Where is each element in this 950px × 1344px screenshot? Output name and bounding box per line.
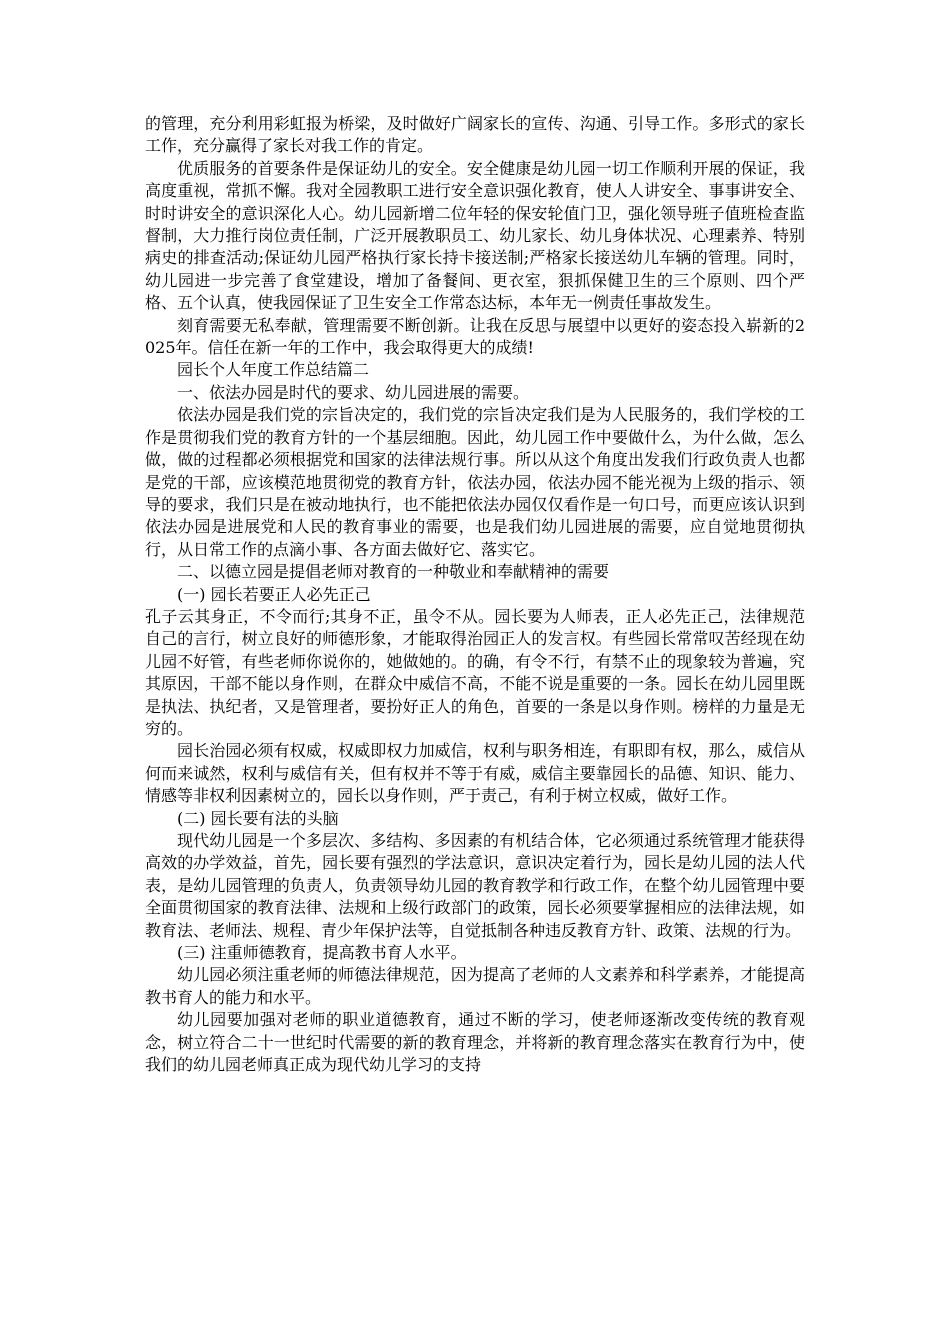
paragraph-legal-mind: 现代幼儿园是一个多层次、多结构、多因素的有机结合体，它必须通过系统管理才能获得高效的办学效益，首先，园长要有强烈的学法意识，意识决定着行为，园长是幼儿园的法人代表，是幼儿园管理的负责人，负责领导幼儿园的教育教学和行政工作，在整个幼儿园管理中要全面贯彻国家的教育法律、法规和上级行政部门的政策，园长必须要掌握相应的法律法规，如教育法、老师法、规程、青少年保护法等，自觉抵制各种违反教育方针、政策、法规的行为。 <box>145 831 805 940</box>
paragraph-safety: 优质服务的首要条件是保证幼儿的安全。安全健康是幼儿园一切工作顺利开展的保证，我高度重视，常抓不懈。我对全园教职工进行安全意识强化教育，使人人讲安全、事事讲安全、时时讲安全的意识深化人心。幼儿园新增二位年轻的保安轮值门卫，强化领导班子值班检查监督制，大力推行岗位责任制，广泛开展教职员工、幼儿家长、幼儿身体状况、心理素养、特别病史的排查活动;保证幼儿园严格执行家长持卡接送制;严格家长接送幼儿车辆的管理。同时，幼儿园进一步完善了食堂建设，增加了备餐间、更衣室，狠抓保健卫生的三个原则、四个严格、五个认真，使我园保证了卫生安全工作常态达标，本年无一例责任事故发生。 <box>145 158 805 313</box>
paragraph-lead-by-example: 孔子云其身正，不令而行;其身不正，虽令不从。园长要为人师表，正人必先正己，法律规范自己的言行，树立良好的师德形象，才能取得治园正人的发言权。有些园长常常叹苦经现在幼儿园不好管，有些老师你说你的，她做她的。的确，有令不行，有禁不止的现象较为普遍，究其原因，干部不能以身作则，在群众中威信不高，不能不说是重要的一条。园长在幼儿园里既是执法、执纪者，又是管理者，要扮好正人的角色，首要的一条是以身作则。榜样的力量是无穷的。 <box>145 606 805 738</box>
paragraph-professional-education: 幼儿园要加强对老师的职业道德教育，通过不断的学习，使老师逐渐改变传统的教育观念，树立符合二十一世纪时代需要的新的教育理念，并将新的教育理念落实在教育行为中，使我们的幼儿园老师真正成为现代幼儿学习的支持 <box>145 1010 805 1075</box>
subheading-two: (二) 园长要有法的头脑 <box>177 808 339 828</box>
paragraph-continuation: 的管理，充分利用彩虹报为桥梁，及时做好广阔家长的宣传、沟通、引导工作。多形式的家长工作，充分赢得了家长对我工作的肯定。 <box>145 114 805 156</box>
subheading-one: (一) 园长若要正人必先正己 <box>177 584 371 604</box>
paragraph-authority: 园长治园必须有权威，权威即权力加威信，权利与职务相连，有职即有权，那么，威信从何而来诚然，权利与威信有关，但有权并不等于有威，威信主要靠园长的品德、知识、能力、情感等非权利因素树立的，园长以身作则，严于责己，有利于树立权威，做好工作。 <box>145 741 805 806</box>
document-page <box>145 113 805 1076</box>
heading-part-two: 二、以德立园是提倡老师对教育的一种敬业和奉献精神的需要 <box>177 562 610 582</box>
subheading-three: (三) 注重师德教育，提高教书育人水平。 <box>177 943 467 963</box>
paragraph-law-governance: 依法办园是我们党的宗旨决定的，我们党的宗旨决定我们是为人民服务的，我们学校的工作是贯彻我们党的教育方针的一个基层细胞。因此，幼儿园工作中要做什么，为什么做，怎么做，做的过程都必须根据党和国家的法律法规行事。所以从这个角度出发我们行政负责人也都是党的干部，应该模范地贯彻党的教育方针，依法办园，依法办园不能光视为上级的指示、领导的要求，我们只是在被动地执行，也不能把依法办园仅仅看作是一句口号，而更应该认识到依法办园是进展党和人民的教育事业的需要，也是我们幼儿园进展的需要，应自觉地贯彻执行，从日常工作的点滴小事、各方面去做好它、落实它。 <box>145 405 805 559</box>
section-title: 园长个人年度工作总结篇二 <box>177 360 370 380</box>
heading-part-one: 一、依法办园是时代的要求、幼儿园进展的需要。 <box>177 382 530 402</box>
paragraph-ethics: 幼儿园必须注重老师的师德法律规范，因为提高了老师的人文素养和科学素养，才能提高教书育人的能力和水平。 <box>145 965 805 1007</box>
paragraph-outlook: 刻育需要无私奉献，管理需要不断创新。让我在反思与展望中以更好的姿态投入崭新的2025年。信任在新一年的工作中，我会取得更大的成绩! <box>145 315 805 358</box>
